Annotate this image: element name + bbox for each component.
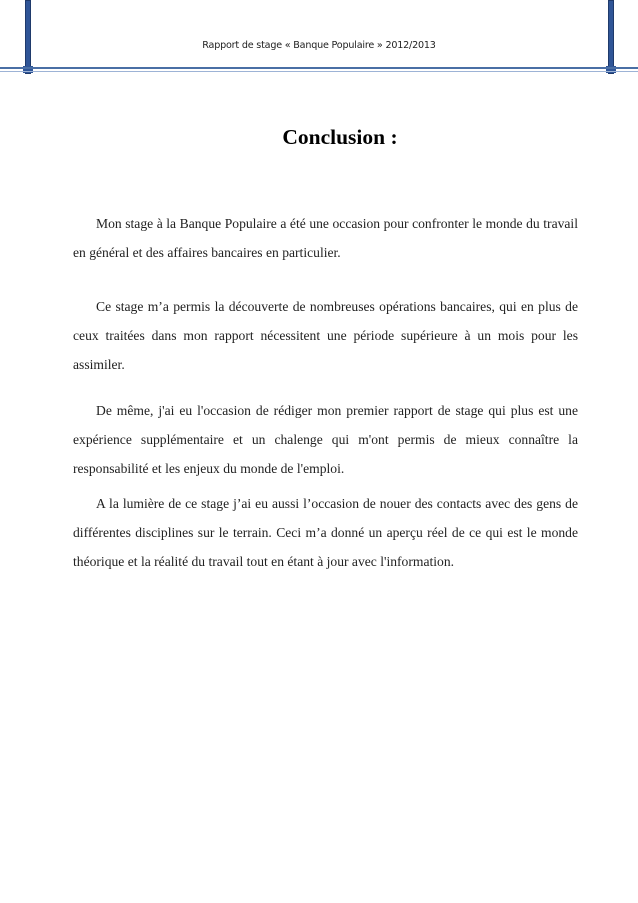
paragraph-1	[73, 209, 578, 267]
header-left-border-bar	[25, 0, 31, 74]
paragraph-2	[73, 292, 578, 379]
header-right-border-bar	[608, 0, 614, 74]
paragraph-1-text: Mon stage à la Banque Populaire a été une occasion pour confronter le monde du travail en général et des affaires bancaires en particulier.	[73, 216, 578, 260]
header-divider-line-secondary	[0, 71, 638, 72]
paragraph-3-text: De même, j'ai eu l'occasion de rédiger mon premier rapport de stage qui plus est une expérience supplémentaire et un chalenge qui m'ont permis de mieux connaître la responsabilité et les enjeux du monde de l'emploi.	[73, 403, 578, 476]
header-divider-line	[0, 67, 638, 69]
paragraph-2-text: Ce stage m’a permis la découverte de nombreuses opérations bancaires, qui en plus de ceux traitées dans mon rapport nécessitent une période supérieure à un mois pour les assimiler.	[73, 299, 578, 372]
paragraph-4	[73, 489, 578, 576]
running-header: Rapport de stage « Banque Populaire » 2012/2013	[202, 40, 436, 51]
paragraph-4-text: A la lumière de ce stage j’ai eu aussi l’occasion de nouer des contacts avec des gens de différentes disciplines sur le terrain. Ceci m’a donné un aperçu réel de ce qui est le monde théorique et la réalité du travail tout en étant à jour avec l'information.	[73, 496, 578, 569]
paragraph-3	[73, 396, 578, 483]
page-title: Conclusion :	[282, 125, 398, 149]
